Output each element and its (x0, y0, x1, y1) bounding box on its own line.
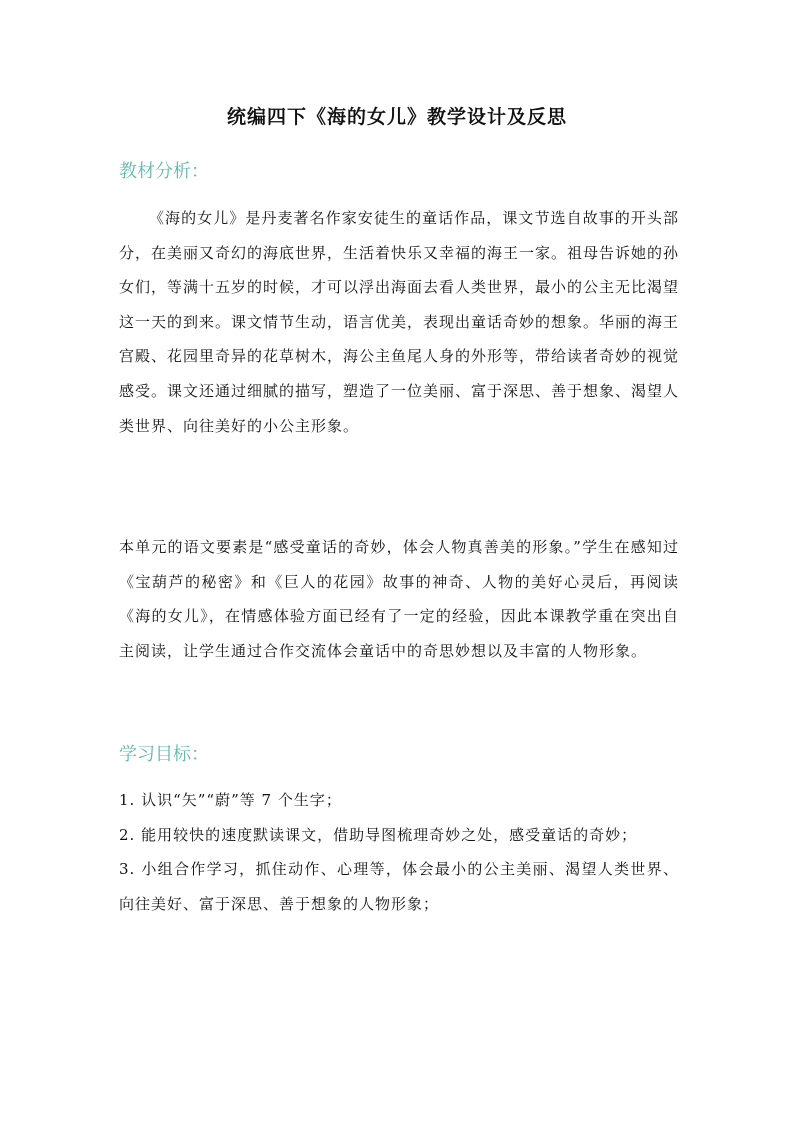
learning-goal-item: 2. 能用较快的速度默读课文，借助导图梳理奇妙之处，感受童话的奇妙； (119, 825, 638, 844)
section-heading-textbook-analysis: 教材分析： (119, 161, 209, 182)
section-heading-learning-goals: 学习目标： (119, 744, 209, 765)
analysis-paragraph-2: 本单元的语文要素是“感受童话的奇妙，体会人物真善美的形象。”学生在感知过《宝葫芦的秘密》和《巨人的花园》故事的神奇、人物的美好心灵后，再阅读《海的女儿》，在情感体验方面已经有了一定的经验，因此本课教学重在突出自主阅读，让学生通过合作交流体会童话中的奇思妙想以及丰富的人物形象。 (119, 538, 679, 660)
learning-goal-item: 3. 小组合作学习，抓住动作、心理等，体会最小的公主美丽、渴望人类世界、向往美好、富于深思、善于想象的人物形象； (119, 860, 679, 913)
learning-goal-item: 1. 认识“矢”“蔚”等 7 个生字； (119, 791, 342, 809)
learning-goals-list (119, 783, 679, 921)
analysis-paragraph-1: 《海的女儿》是丹麦著名作家安徒生的童话作品，课文节选自故事的开头部分，在美丽又奇幻的海底世界，生活着快乐又幸福的海王一家。祖母告诉她的孙女们，等满十五岁的时候，才可以浮出海面去看人类世界，最小的公主无比渴望这一天的到来。课文情节生动，语言优美，表现出童话奇妙的想象。华丽的海王宫殿、花园里奇异的花草树木，海公主鱼尾人身的外形等，带给读者奇妙的视觉感受。课文还通过细腻的描写，塑造了一位美丽、富于深思、善于想象、渴望人类世界、向往美好的小公主形象。 (119, 209, 680, 435)
document-title: 统编四下《海的女儿》教学设计及反思 (226, 106, 567, 128)
